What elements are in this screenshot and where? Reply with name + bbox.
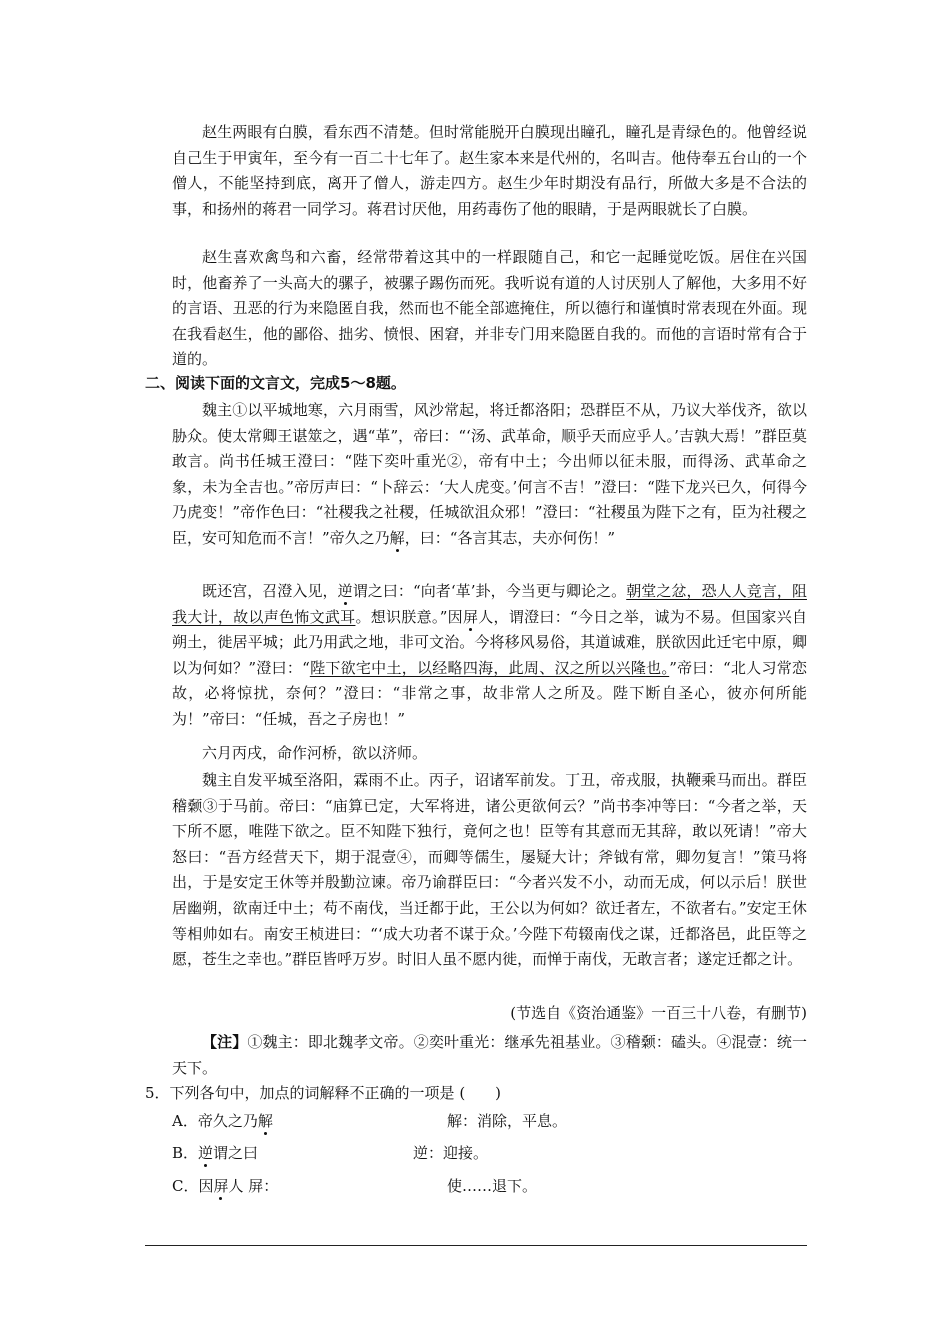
classical-paragraph-4: 魏主自发平城至洛阳，霖雨不止。丙子，诏诸军前发。丁丑，帝戎服，执鞭乘马而出。群臣稽颡③于马前。帝曰：“庙算已定，大军将进，诸公更欲何云？”尚书李冲等曰：“今者之举，天下所不愿，唯陛下欲之。臣不知陛下独行，竟何之也！臣等有其意而无其辞，敢以死请！”帝大怒曰：“吾方经营天下，期于混壹④，而卿等儒生，屡疑大计；斧钺有常，卿勿复言！”策马将出，于是安定王休等并殷勤泣谏。帝乃谕群臣曰：“今者兴发不小，动而无成，何以示后！朕世居幽朔，欲南迁中土；苟不南伐，当迁都于此，王公以为何如？欲迁者左，不欲者右。”安定王休等相帅如右。南安王桢进曰：“‘成大功者不谋于众。’今陛下苟辍南伐之谋，迁都洛邑，此臣等之愿，苍生之幸也。”群臣皆呼万岁。时旧人虽不愿内徙，而惮于南伐，无敢言者；遂定迁都之计。 <box>172 771 807 969</box>
option-b <box>172 1142 258 1163</box>
p2-e: ”帝曰：“北人习常恋故，必将惊扰，奈何？”澄曰：“非常之事，故非常人之所及。陛下断自圣心，彼亦何所能为！”帝曰：“任城，吾之子房也！” <box>172 658 807 728</box>
option-a <box>172 1110 273 1131</box>
passage1-paragraph-1: 赵生两眼有白膜，看东西不清楚。但时常能脱开白膜现出瞳孔，瞳孔是青绿色的。他曾经说自己生于甲寅年，至今有一百二十七年了。赵生家本来是代州的，名叫吉。他侍奉五台山的一个僧人，不能坚持到底，离开了僧人，游走四方。赵生少年时期没有品行，所做大多是不合法的事，和扬州的蒋君一同学习。蒋君讨厌他，用药毒伤了他的眼睛，于是两眼就长了白膜。 <box>172 123 807 218</box>
note-label: 【注】 <box>202 1033 248 1051</box>
classical-paragraph-1 <box>172 398 807 552</box>
option-b-label: B． <box>172 1144 199 1162</box>
dotted-char-ni: 逆 <box>337 582 353 600</box>
option-c-label: C．因 <box>172 1177 214 1195</box>
option-c-rest: 人 屏： <box>228 1177 279 1195</box>
p1-end: ，曰：“各言其志，夫亦何伤！” <box>404 528 616 547</box>
option-a-label: A．帝久之乃 <box>172 1112 258 1130</box>
p2-b: 谓之曰：“向者‘革’卦，今当更与卿论之。 <box>352 582 627 600</box>
option-b-dotted: 逆 <box>198 1144 214 1162</box>
option-a-explanation: 解：消除，平息。 <box>447 1112 568 1130</box>
classical-paragraph-3: 六月丙戌，命作河桥，欲以济师。 <box>202 744 428 762</box>
classical-paragraph-2 <box>172 579 807 733</box>
source-citation: (节选自《资治通鉴》一百三十八卷，有删节) <box>510 1004 807 1022</box>
p2-a: 既还宫，召澄入见， <box>202 582 338 600</box>
p2-d: 人，谓澄曰：“今日之举，诚为不易。但国家兴自朔土，徙居平城；此乃用武之地，非可文治。今将移风易俗，其道诚难，朕欲因此迁宅中原，卿以为何如？”澄曰：“ <box>172 607 807 677</box>
underlined-sentence-1: 朝堂之忿，恐人人竞言，阻我大计，故以声色怖文武耳 <box>172 582 807 626</box>
option-b-explanation: 逆：迎接。 <box>413 1144 489 1162</box>
dotted-char-jie: 解 <box>389 528 405 547</box>
option-c-explanation: 使……退下。 <box>447 1177 538 1195</box>
note-text: ①魏主：即北魏孝文帝。②奕叶重光：继承先祖基业。③稽颡：磕头。④混壹：统一天下。 <box>172 1033 807 1077</box>
section-heading: 二、阅读下面的文言文，完成5～8题。 <box>145 374 406 392</box>
p2-c: 。想识朕意。”因 <box>355 607 463 626</box>
option-c <box>172 1175 278 1196</box>
annotation-note <box>172 1030 807 1081</box>
question-5-stem: 5．下列各句中，加点的词解释不正确的一项是 ( ) <box>145 1084 502 1102</box>
passage1-paragraph-2: 赵生喜欢禽鸟和六畜，经常带着这其中的一样跟随自己，和它一起睡觉吃饭。居住在兴国时，他畜养了一头高大的骡子，被骡子踢伤而死。我听说有道的人讨厌别人了解他，大多用不好的言语、丑恶的行为来隐匿自我，然而也不能全部遮掩住，所以德行和谨慎时常表现在外面。现在我看赵生，他的鄙俗、拙劣、愤恨、困窘，并非专门用来隐匿自我的。而他的言语时常有合于道的。 <box>172 248 807 369</box>
underlined-sentence-2: 陛下欲宅中土，以经略四海，此周、汉之所以兴隆也。 <box>309 658 670 677</box>
option-a-dotted: 解 <box>257 1112 273 1130</box>
p1-text: 魏主①以平城地寒，六月雨雪，风沙常起，将迁都洛阳；恐群臣不从，乃议大举伐齐，欲以胁众。使太常卿王谌筮之，遇“革”，帝曰：“‘汤、武革命，顺乎天而应乎人。’吉孰大焉！”群臣莫敢言。尚书任城王澄曰：“陛下奕叶重光②，帝有中土；今出师以征未服，而得汤、武革命之象，未为全吉也。”帝厉声曰：“卜辞云：‘大人虎变。’何言不吉！”澄曰：“陛下龙兴已久，何得今乃虎变！”帝作色曰：“社稷我之社稷，任城欲沮众邪！”澄曰：“社稷虽为陛下之有，臣为社稷之臣，安可知危而不言！”帝久之乃 <box>172 401 807 547</box>
dotted-char-ping: 屏 <box>462 607 479 626</box>
footer-divider <box>145 1245 807 1246</box>
option-b-rest: 谓之曰 <box>213 1144 259 1162</box>
option-c-dotted: 屏 <box>213 1177 229 1195</box>
